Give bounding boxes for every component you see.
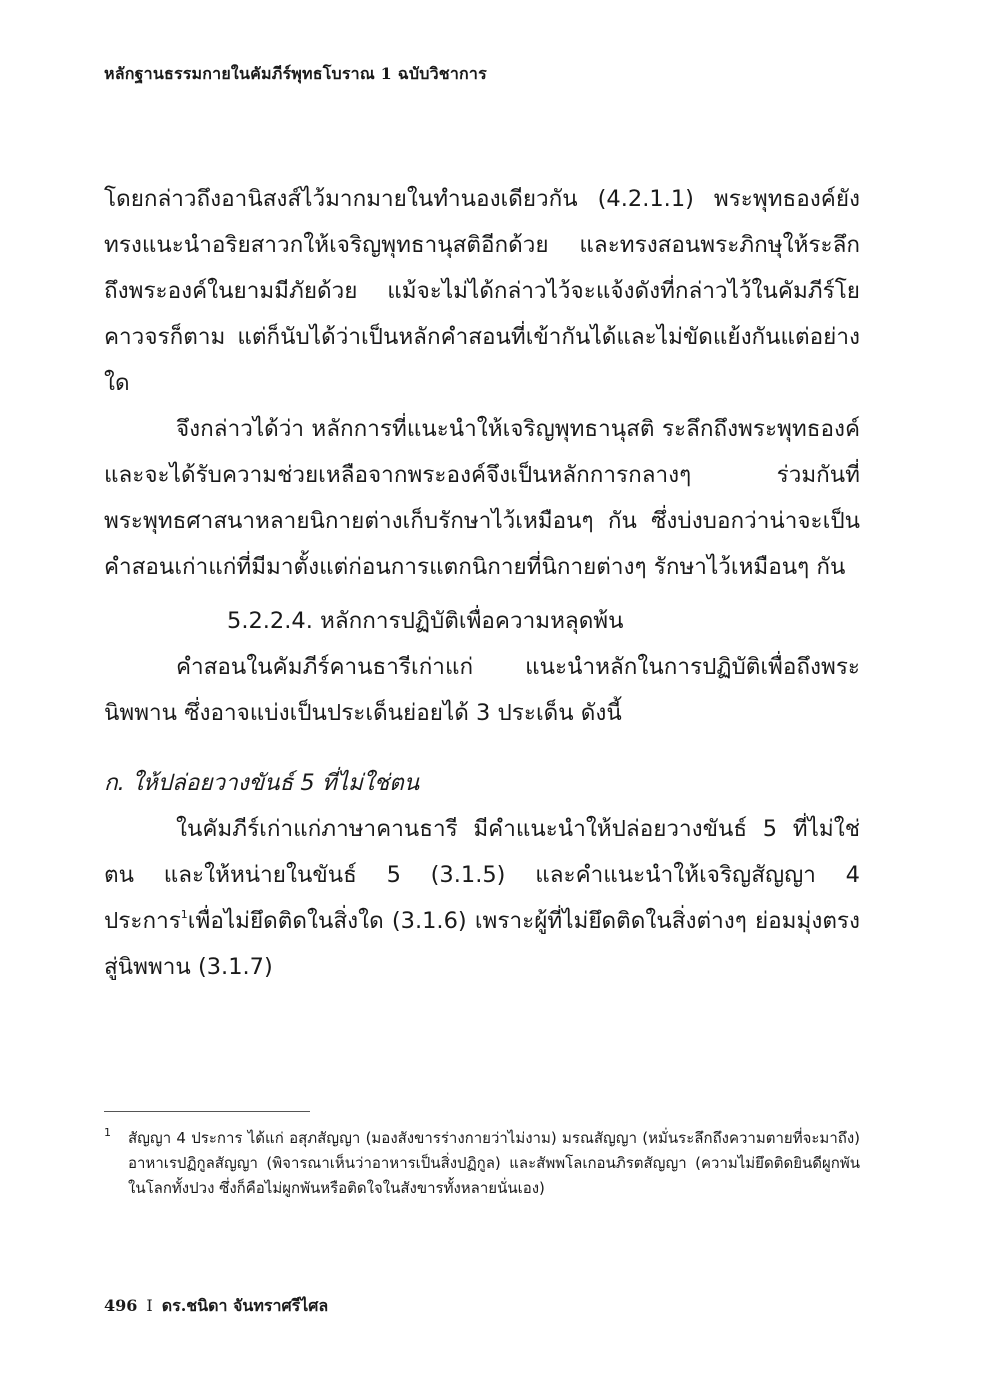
footer-separator: I xyxy=(146,1296,153,1315)
running-footer xyxy=(104,1294,328,1319)
section-heading: 5.2.2.4. หลักการปฏิบัติเพื่อความหลุดพ้น xyxy=(227,608,624,634)
paragraph-text-part: ในคัมภีร์เก่าแก่ภาษาคานธารี มีคำแนะนำให้ปล่อยวางขันธ์ 5 ที่ไม่ใช่ตน และให้หน่ายในขันธ์ 5 (3.1.5) และคำแนะนำให้เจริญสัญญา 4 ประการ xyxy=(104,816,860,934)
footnote-text: สัญญา 4 ประการ ได้แก่ อสุภสัญญา (มองสังขารร่างกายว่าไม่งาม) มรณสัญญา (หมั่นระลึกถึงความตายที่จะมาถึง) อาหาเรปฏิกูลสัญญา (พิจารณาเห็นว่าอาหารเป็นสิ่งปฏิกูล) และสัพพโลเกอนภิรตสัญญา (ความไม่ยึดติดยินดีผูกพันในโลกทั้งปวง ซึ่งก็คือไม่ผูกพันหรือติดใจในสังขารทั้งหลายนั่นเอง) xyxy=(128,1129,860,1197)
footnote xyxy=(104,1126,860,1201)
running-header: หลักฐานธรรมกายในคัมภีร์พุทธโบราณ 1 ฉบับวิชาการ xyxy=(104,64,487,83)
footnote-mark: 1 xyxy=(104,1126,111,1139)
footnote-divider xyxy=(104,1111,310,1112)
subheading: ก. ให้ปล่อยวางขันธ์ 5 ที่ไม่ใช่ตน xyxy=(104,770,420,796)
paragraph-conclusion: จึงกล่าวได้ว่า หลักการที่แนะนำให้เจริญพุทธานุสติ ระลึกถึงพระพุทธองค์และจะได้รับความช่วยเหลือจากพระองค์จึงเป็นหลักการกลางๆ ร่วมกันที่พระพุทธศาสนาหลายนิกายต่างเก็บรักษาไว้เหมือนๆ กัน ซึ่งบ่งบอกว่าน่าจะเป็นคำสอนเก่าแก่ที่มีมาตั้งแต่ก่อนการแตกนิกายที่นิกายต่างๆ รักษาไว้เหมือนๆ กัน xyxy=(104,416,860,580)
footnote-reference[interactable]: 1 xyxy=(180,908,188,921)
paragraph-text-part: เพื่อไม่ยึดติดในสิ่งใด (3.1.6) เพราะผู้ที่ไม่ยึดติดในสิ่งต่างๆ ย่อมมุ่งตรงสู่นิพพาน (3.1.7) xyxy=(104,908,860,980)
paragraph-intro: คำสอนในคัมภีร์คานธารีเก่าแก่ แนะนำหลักในการปฏิบัติเพื่อถึงพระนิพพาน ซึ่งอาจแบ่งเป็นประเด็นย่อยได้ 3 ประเด็น ดังนี้ xyxy=(104,654,860,726)
body-text xyxy=(104,176,860,990)
page-number: 496 xyxy=(104,1296,138,1315)
author-name: ดร.ชนิดา จันทราศรีไศล xyxy=(161,1296,329,1315)
paragraph-khandha xyxy=(104,806,860,990)
paragraph-continuation: โดยกล่าวถึงอานิสงส์ไว้มากมายในทำนองเดียวกัน (4.2.1.1) พระพุทธองค์ยังทรงแนะนำอริยสาวกให้เจริญพุทธานุสติอีกด้วย และทรงสอนพระภิกษุให้ระลึกถึงพระองค์ในยามมีภัยด้วย แม้จะไม่ได้กล่าวไว้จะแจ้งดังที่กล่าวไว้ในคัมภีร์โยคาวจรก็ตาม แต่ก็นับได้ว่าเป็นหลักคำสอนที่เข้ากันได้และไม่ขัดแย้งกันแต่อย่างใด xyxy=(104,186,860,396)
